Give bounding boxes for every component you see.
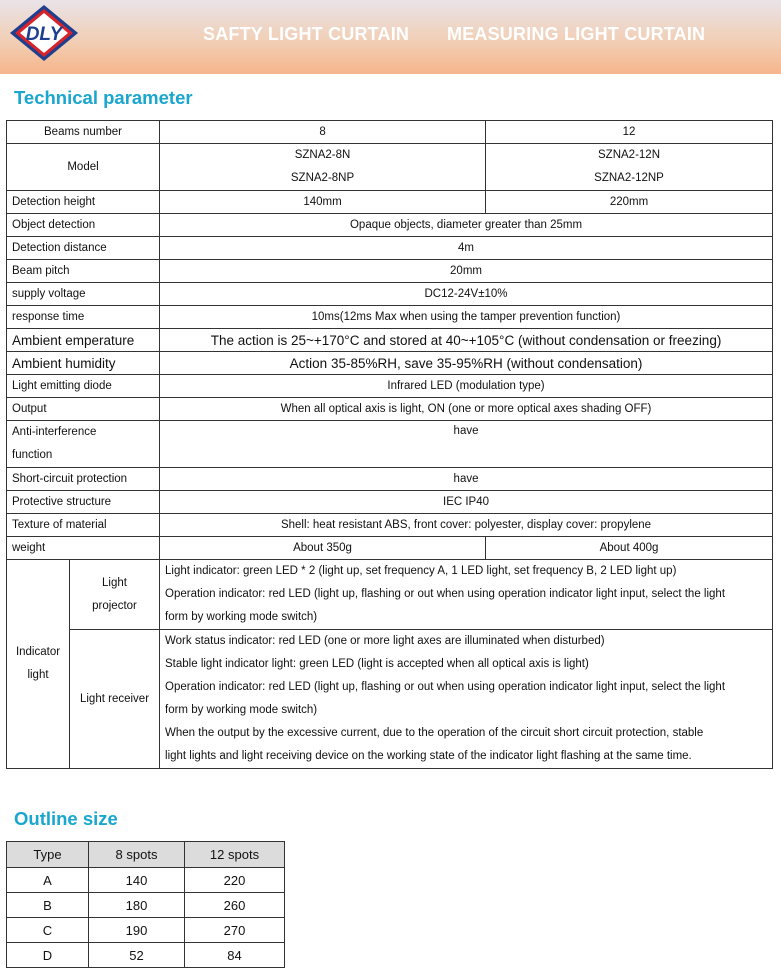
- table-cell: 140: [89, 868, 185, 893]
- anti-interference-value: have: [160, 421, 773, 468]
- receiver-line: Stable light indicator light: green LED (light is accepted when all optical axis is light): [165, 658, 589, 670]
- banner-title-measuring: MEASURING LIGHT CURTAIN: [447, 24, 706, 44]
- response-label: response time: [7, 306, 160, 329]
- receiver-line: Work status indicator: red LED (one or more light axes are illuminated when disturbed): [165, 635, 605, 647]
- table-row: [7, 283, 773, 306]
- table-row: [7, 943, 285, 968]
- projector-line: Light indicator: green LED * 2 (light up, set frequency A, 1 LED light, set frequency B, 2 LED light up): [165, 565, 677, 577]
- technical-parameter-table: [6, 120, 773, 769]
- table-row: [7, 191, 773, 214]
- logo-text: DLY: [25, 24, 63, 45]
- outline-size-table: [6, 841, 285, 968]
- object-value: Opaque objects, diameter greater than 25mm: [160, 214, 773, 237]
- table-row: [7, 121, 773, 144]
- table-row: [7, 560, 773, 630]
- table-cell: 220: [185, 868, 285, 893]
- model-label: Model: [7, 144, 160, 191]
- table-row: [7, 144, 773, 191]
- projector-label-line1: Light: [102, 576, 127, 589]
- table-row: [7, 537, 773, 560]
- light-projector-label: [70, 560, 160, 630]
- temperature-value: The action is 25~+170°C and stored at 40~+105°C (without condensation or freezing): [160, 329, 773, 352]
- weight-label: weight: [7, 537, 160, 560]
- model-8-n: SZNA2-8N: [294, 149, 351, 161]
- column-header: Type: [7, 842, 89, 868]
- table-row: [7, 468, 773, 491]
- indicator-light-label: [7, 560, 70, 769]
- table-cell: B: [7, 893, 89, 918]
- temperature-label: Ambient emperature: [7, 329, 160, 352]
- table-row: [7, 214, 773, 237]
- table-cell: 84: [185, 943, 285, 968]
- column-header: 8 spots: [89, 842, 185, 868]
- distance-value: 4m: [160, 237, 773, 260]
- receiver-line: light lights and light receiving device on the working state of the indicator light flashing at the same time.: [165, 750, 692, 762]
- table-cell: 190: [89, 918, 185, 943]
- weight-8: About 350g: [160, 537, 486, 560]
- table-row: [7, 918, 285, 943]
- outline-size-heading: Outline size: [14, 808, 118, 829]
- table-cell: A: [7, 868, 89, 893]
- table-row: [7, 893, 285, 918]
- humidity-value: Action 35-85%RH, save 35-95%RH (without condensation): [160, 352, 773, 375]
- projector-line: Operation indicator: red LED (light up, flashing or out when using operation indicator light input, select the light: [165, 588, 726, 600]
- texture-label: Texture of material: [7, 514, 160, 537]
- technical-parameter-heading: Technical parameter: [14, 87, 193, 108]
- receiver-line: When the output by the excessive current, due to the operation of the circuit short circuit protection, stable: [165, 727, 704, 739]
- height-12: 220mm: [486, 191, 773, 214]
- beams-label: Beams number: [7, 121, 160, 144]
- receiver-line: Operation indicator: red LED (light up, flashing or out when using operation indicator light input, select the light: [165, 681, 726, 693]
- output-label: Output: [7, 398, 160, 421]
- anti-interference-label-line1: Anti-interference: [12, 426, 97, 438]
- table-row: [7, 329, 773, 352]
- projector-line: form by working mode switch): [165, 611, 318, 623]
- table-row: [7, 352, 773, 375]
- table-row: [7, 237, 773, 260]
- column-header: 12 spots: [185, 842, 285, 868]
- table-cell: 52: [89, 943, 185, 968]
- short-circuit-value: have: [160, 468, 773, 491]
- table-row: [7, 398, 773, 421]
- anti-interference-label-line2: function: [12, 449, 53, 461]
- output-value: When all optical axis is light, ON (one or more optical axes shading OFF): [160, 398, 773, 421]
- pitch-label: Beam pitch: [7, 260, 160, 283]
- distance-label: Detection distance: [7, 237, 160, 260]
- beams-8: 8: [160, 121, 486, 144]
- height-label: Detection height: [7, 191, 160, 214]
- voltage-value: DC12-24V±10%: [160, 283, 773, 306]
- table-row: [7, 306, 773, 329]
- company-logo: [8, 3, 80, 63]
- table-row: [7, 630, 773, 769]
- model-12-n: SZNA2-12N: [598, 149, 661, 161]
- beams-12: 12: [486, 121, 773, 144]
- table-cell: 260: [185, 893, 285, 918]
- table-row: [7, 421, 773, 468]
- object-label: Object detection: [7, 214, 160, 237]
- indicator-label-line1: Indicator: [15, 646, 61, 658]
- table-row: [7, 868, 285, 893]
- table-row: [7, 260, 773, 283]
- weight-12: About 400g: [486, 537, 773, 560]
- protective-value: IEC IP40: [160, 491, 773, 514]
- voltage-label: supply voltage: [7, 283, 160, 306]
- protective-label: Protective structure: [7, 491, 160, 514]
- table-cell: D: [7, 943, 89, 968]
- height-8: 140mm: [160, 191, 486, 214]
- table-row: [7, 375, 773, 398]
- table-row: [7, 491, 773, 514]
- anti-interference-label: [7, 421, 160, 468]
- light-receiver-label: Light receiver: [70, 630, 160, 769]
- table-row: [7, 514, 773, 537]
- indicator-label-line2: light: [27, 669, 49, 681]
- table-cell: 180: [89, 893, 185, 918]
- table-cell: 270: [185, 918, 285, 943]
- light-projector-value: [160, 560, 773, 630]
- table-cell: C: [7, 918, 89, 943]
- response-value: 10ms(12ms Max when using the tamper prevention function): [160, 306, 773, 329]
- light-receiver-value: [160, 630, 773, 769]
- led-value: Infrared LED (modulation type): [160, 375, 773, 398]
- humidity-label: Ambient humidity: [7, 352, 160, 375]
- pitch-value: 20mm: [160, 260, 773, 283]
- model-8-np: SZNA2-8NP: [290, 172, 355, 184]
- banner-title-safety: SAFTY LIGHT CURTAIN: [203, 24, 410, 44]
- header-banner: [0, 0, 781, 74]
- model-8: [160, 144, 486, 191]
- table-header-row: [7, 842, 285, 868]
- receiver-line: form by working mode switch): [165, 704, 318, 716]
- model-12-np: SZNA2-12NP: [594, 172, 664, 184]
- model-12: [486, 144, 773, 191]
- short-circuit-label: Short-circuit protection: [7, 468, 160, 491]
- projector-label-line2: projector: [92, 599, 137, 612]
- led-label: Light emitting diode: [7, 375, 160, 398]
- texture-value: Shell: heat resistant ABS, front cover: polyester, display cover: propylene: [160, 514, 773, 537]
